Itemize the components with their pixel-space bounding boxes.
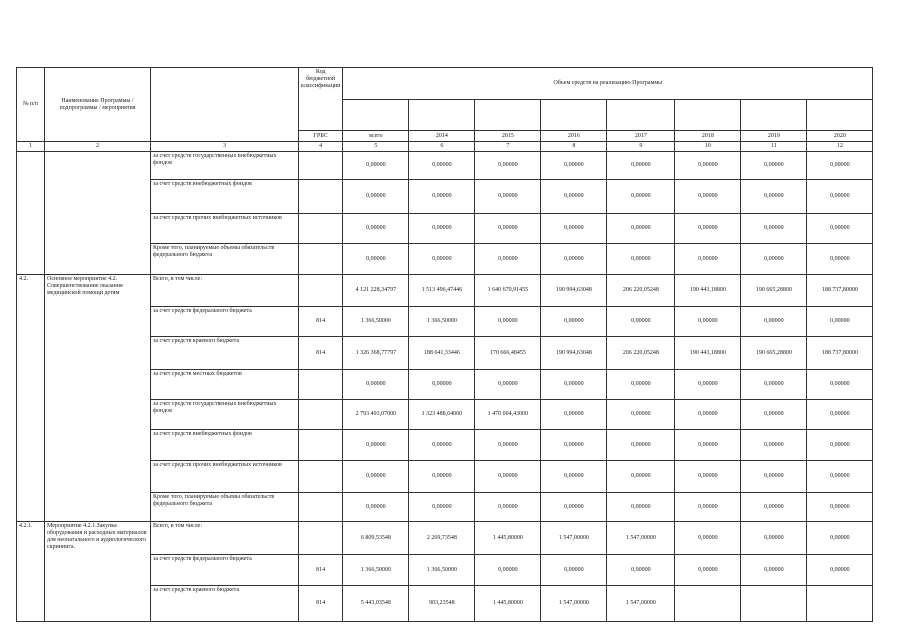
- header-year: 2016: [541, 131, 607, 142]
- budget-table: [16, 67, 873, 622]
- amount-cell: 0,00000: [807, 522, 873, 555]
- header-grbs: ГРБС: [299, 131, 343, 142]
- amount-cell: [807, 586, 873, 622]
- amount-cell: 0,00000: [607, 461, 675, 493]
- amount-cell: 0,00000: [541, 493, 607, 522]
- amount-cell: 0,00000: [475, 493, 541, 522]
- amount-cell: 0,00000: [541, 555, 607, 586]
- amount-cell: 188 641,33446: [409, 337, 475, 370]
- amount-cell: 0,00000: [475, 370, 541, 400]
- header-empty: [151, 68, 299, 142]
- funding-source: за счет средств местных бюджетов: [151, 370, 299, 400]
- grbs-code: 814: [299, 586, 343, 622]
- amount-cell: 1 547,00000: [541, 522, 607, 555]
- amount-cell: 0,00000: [741, 400, 807, 430]
- amount-cell: 1 445,80000: [475, 522, 541, 555]
- header-year: всего: [343, 131, 409, 142]
- amount-cell: 0,00000: [807, 370, 873, 400]
- amount-cell: 903,23548: [409, 586, 475, 622]
- program-name: Основное мероприятие 4.2. Совершенствование оказания медицинской помощи детям: [45, 275, 151, 522]
- amount-cell: 0,00000: [409, 493, 475, 522]
- amount-cell: 0,00000: [675, 400, 741, 430]
- amount-cell: 0,00000: [741, 180, 807, 214]
- column-number: 10: [675, 142, 741, 152]
- funding-source: за счет средств федерального бюджета: [151, 555, 299, 586]
- amount-cell: 0,00000: [541, 180, 607, 214]
- funding-source: за счет средств федерального бюджета: [151, 307, 299, 337]
- budget-table-page: [16, 67, 873, 622]
- column-number: 5: [343, 142, 409, 152]
- amount-cell: 1 547,00000: [607, 586, 675, 622]
- amount-cell: 0,00000: [675, 307, 741, 337]
- funding-source: за счет средств прочих внебюджетных источников: [151, 214, 299, 244]
- row-number: 4.2.: [17, 275, 45, 522]
- amount-cell: 170 666,48455: [475, 337, 541, 370]
- amount-cell: 0,00000: [675, 244, 741, 275]
- amount-cell: [741, 586, 807, 622]
- header-year: 2020: [807, 131, 873, 142]
- amount-cell: 0,00000: [807, 180, 873, 214]
- amount-cell: 0,00000: [607, 430, 675, 461]
- funding-source: Всего, в том числе:: [151, 275, 299, 307]
- funding-source: Всего, в том числе:: [151, 522, 299, 555]
- row-number: [17, 152, 45, 275]
- amount-cell: 1 366,50000: [343, 555, 409, 586]
- amount-cell: 0,00000: [607, 214, 675, 244]
- amount-cell: 4 121 228,34797: [343, 275, 409, 307]
- amount-cell: 0,00000: [409, 214, 475, 244]
- amount-cell: 0,00000: [607, 152, 675, 180]
- amount-cell: 0,00000: [741, 555, 807, 586]
- grbs-code: [299, 461, 343, 493]
- amount-cell: 206 220,05248: [607, 337, 675, 370]
- amount-cell: 0,00000: [475, 152, 541, 180]
- amount-cell: 1 513 496,47446: [409, 275, 475, 307]
- amount-cell: 1 326 368,77797: [343, 337, 409, 370]
- funding-source: за счет средств государственных внебюджетных фондов: [151, 400, 299, 430]
- funding-source: за счет средств внебюджетных фондов: [151, 180, 299, 214]
- amount-cell: 0,00000: [343, 493, 409, 522]
- amount-cell: 0,00000: [343, 461, 409, 493]
- amount-cell: 0,00000: [475, 244, 541, 275]
- amount-cell: 0,00000: [409, 244, 475, 275]
- amount-cell: 0,00000: [741, 430, 807, 461]
- header-blank: [475, 100, 541, 131]
- amount-cell: 1 366,50000: [409, 307, 475, 337]
- amount-cell: 5 443,03548: [343, 586, 409, 622]
- row-number: 4.2.1.: [17, 522, 45, 622]
- table-row: [17, 152, 873, 180]
- amount-cell: 0,00000: [607, 493, 675, 522]
- amount-cell: 0,00000: [475, 180, 541, 214]
- funding-source: за счет средств краевого бюджета: [151, 586, 299, 622]
- amount-cell: 0,00000: [541, 430, 607, 461]
- grbs-code: [299, 214, 343, 244]
- amount-cell: 206 220,05248: [607, 275, 675, 307]
- amount-cell: 0,00000: [741, 244, 807, 275]
- amount-cell: 0,00000: [807, 152, 873, 180]
- amount-cell: 6 809,53548: [343, 522, 409, 555]
- table-row: [17, 275, 873, 307]
- amount-cell: 0,00000: [541, 152, 607, 180]
- amount-cell: 0,00000: [409, 370, 475, 400]
- header-num: № п/п: [17, 68, 45, 142]
- grbs-code: [299, 370, 343, 400]
- funding-source: за счет средств внебюджетных фондов: [151, 430, 299, 461]
- amount-cell: 0,00000: [675, 152, 741, 180]
- column-number: 6: [409, 142, 475, 152]
- amount-cell: 0,00000: [541, 461, 607, 493]
- grbs-code: [299, 152, 343, 180]
- header-blank: [343, 100, 409, 131]
- column-number: 1: [17, 142, 45, 152]
- amount-cell: 0,00000: [409, 461, 475, 493]
- amount-cell: 0,00000: [675, 461, 741, 493]
- amount-cell: 0,00000: [741, 493, 807, 522]
- amount-cell: 0,00000: [675, 493, 741, 522]
- column-number: 9: [607, 142, 675, 152]
- grbs-code: [299, 180, 343, 214]
- amount-cell: 0,00000: [541, 400, 607, 430]
- amount-cell: 0,00000: [607, 400, 675, 430]
- amount-cell: 0,00000: [343, 214, 409, 244]
- column-number: 8: [541, 142, 607, 152]
- amount-cell: 0,00000: [675, 214, 741, 244]
- column-number: 3: [151, 142, 299, 152]
- amount-cell: 1 366,50000: [409, 555, 475, 586]
- amount-cell: 0,00000: [807, 307, 873, 337]
- grbs-code: [299, 493, 343, 522]
- header-year: 2014: [409, 131, 475, 142]
- amount-cell: 0,00000: [343, 152, 409, 180]
- header-blank: [409, 100, 475, 131]
- amount-cell: 0,00000: [541, 244, 607, 275]
- grbs-code: [299, 430, 343, 461]
- grbs-code: [299, 244, 343, 275]
- funding-source: за счет средств государственных внебюджетных фондов: [151, 152, 299, 180]
- amount-cell: 0,00000: [607, 180, 675, 214]
- header-year: 2018: [675, 131, 741, 142]
- amount-cell: 2 793 493,07000: [343, 400, 409, 430]
- amount-cell: 1 470 004,43000: [475, 400, 541, 430]
- amount-cell: 1 366,50000: [343, 307, 409, 337]
- header-kbk: Код бюджетной классификации: [299, 68, 343, 131]
- amount-cell: 0,00000: [807, 461, 873, 493]
- amount-cell: 2 269,73548: [409, 522, 475, 555]
- header-name: Наименование Программы / подпрограммы / мероприятия: [45, 68, 151, 142]
- amount-cell: 1 640 670,91455: [475, 275, 541, 307]
- amount-cell: 0,00000: [409, 430, 475, 461]
- amount-cell: 190 994,63048: [541, 337, 607, 370]
- amount-cell: 0,00000: [675, 430, 741, 461]
- amount-cell: 0,00000: [741, 522, 807, 555]
- amount-cell: 1 547,00000: [541, 586, 607, 622]
- amount-cell: 0,00000: [741, 152, 807, 180]
- grbs-code: 814: [299, 337, 343, 370]
- header-year: 2019: [741, 131, 807, 142]
- amount-cell: 1 323 488,64000: [409, 400, 475, 430]
- amount-cell: 0,00000: [343, 370, 409, 400]
- amount-cell: 0,00000: [741, 370, 807, 400]
- header-blank: [741, 100, 807, 131]
- amount-cell: 0,00000: [807, 214, 873, 244]
- grbs-code: 814: [299, 307, 343, 337]
- header-blank: [541, 100, 607, 131]
- amount-cell: 188 737,80000: [807, 337, 873, 370]
- amount-cell: 0,00000: [741, 461, 807, 493]
- amount-cell: 0,00000: [675, 370, 741, 400]
- grbs-code: 814: [299, 555, 343, 586]
- header-blank: [675, 100, 741, 131]
- amount-cell: 0,00000: [475, 430, 541, 461]
- funding-source: Кроме того, планируемые объемы обязательств федерального бюджета: [151, 244, 299, 275]
- amount-cell: 188 737,80000: [807, 275, 873, 307]
- amount-cell: 0,00000: [807, 493, 873, 522]
- amount-cell: 0,00000: [675, 180, 741, 214]
- table-row: [17, 522, 873, 555]
- amount-cell: 0,00000: [675, 555, 741, 586]
- amount-cell: 0,00000: [741, 214, 807, 244]
- amount-cell: 0,00000: [343, 180, 409, 214]
- column-number: 2: [45, 142, 151, 152]
- column-number: 11: [741, 142, 807, 152]
- amount-cell: 190 665,28800: [741, 275, 807, 307]
- amount-cell: 0,00000: [409, 180, 475, 214]
- amount-cell: 0,00000: [475, 214, 541, 244]
- funding-source: Кроме того, планируемые объемы обязательств федерального бюджета: [151, 493, 299, 522]
- amount-cell: [675, 586, 741, 622]
- amount-cell: 1 547,00000: [607, 522, 675, 555]
- amount-cell: 0,00000: [475, 307, 541, 337]
- amount-cell: 0,00000: [741, 307, 807, 337]
- grbs-code: [299, 400, 343, 430]
- amount-cell: 190 665,28800: [741, 337, 807, 370]
- amount-cell: 0,00000: [409, 152, 475, 180]
- amount-cell: 0,00000: [607, 307, 675, 337]
- amount-cell: 0,00000: [607, 555, 675, 586]
- amount-cell: 0,00000: [807, 430, 873, 461]
- amount-cell: 1 445,80000: [475, 586, 541, 622]
- funding-source: за счет средств краевого бюджета: [151, 337, 299, 370]
- amount-cell: 0,00000: [807, 244, 873, 275]
- amount-cell: 0,00000: [807, 555, 873, 586]
- amount-cell: 0,00000: [675, 522, 741, 555]
- grbs-code: [299, 275, 343, 307]
- header-year: 2017: [607, 131, 675, 142]
- column-number: 7: [475, 142, 541, 152]
- amount-cell: 190 443,18800: [675, 337, 741, 370]
- header-blank: [607, 100, 675, 131]
- amount-cell: 0,00000: [475, 461, 541, 493]
- amount-cell: 190 443,18800: [675, 275, 741, 307]
- column-number: 4: [299, 142, 343, 152]
- amount-cell: 0,00000: [607, 370, 675, 400]
- amount-cell: 0,00000: [475, 555, 541, 586]
- amount-cell: 0,00000: [343, 244, 409, 275]
- amount-cell: 0,00000: [541, 370, 607, 400]
- amount-cell: 0,00000: [343, 430, 409, 461]
- amount-cell: 190 994,63048: [541, 275, 607, 307]
- funding-source: за счет средств прочих внебюджетных источников: [151, 461, 299, 493]
- header-blank: [807, 100, 873, 131]
- program-name: [45, 152, 151, 275]
- amount-cell: 0,00000: [541, 307, 607, 337]
- header-volume: Объем средств на реализацию Программы: [343, 68, 873, 100]
- amount-cell: 0,00000: [607, 244, 675, 275]
- column-number: 12: [807, 142, 873, 152]
- amount-cell: 0,00000: [541, 214, 607, 244]
- grbs-code: [299, 522, 343, 555]
- amount-cell: 0,00000: [807, 400, 873, 430]
- program-name: Мероприятие 4.2.1.Закупка оборудования и расходных материалов для неонатального и аудиологического скрининга.: [45, 522, 151, 622]
- header-year: 2015: [475, 131, 541, 142]
